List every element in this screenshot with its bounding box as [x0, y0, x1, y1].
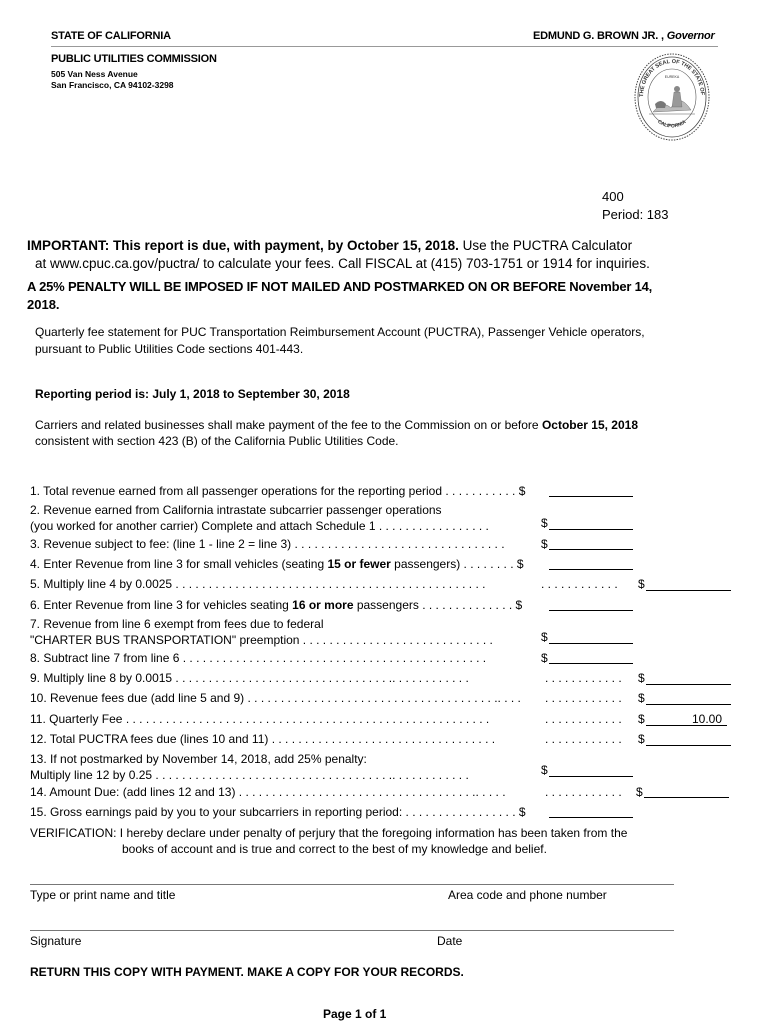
- report-number: 400: [602, 189, 624, 204]
- line-6-text-b: 16 or more: [292, 598, 354, 612]
- line-5-dots: . . . . . . . . . . . .: [541, 577, 618, 591]
- verification-line1: VERIFICATION: I hereby declare under penalty of perjury that the foregoing information has been taken from the: [30, 826, 628, 840]
- state-label: STATE OF CALIFORNIA: [51, 30, 171, 42]
- carriers-line1: [35, 418, 638, 432]
- line-9-dollar: $: [638, 671, 645, 685]
- seal-bottom-text: CALIFORNIA: [656, 118, 688, 130]
- line-12-dots: . . . . . . . . . . . .: [545, 732, 622, 746]
- line-7-dollar: $: [541, 630, 548, 644]
- line-6-text-c: passengers . . . . . . . . . . . . . . $: [353, 598, 523, 612]
- line-3-dollar: $: [541, 537, 548, 551]
- return-note: RETURN THIS COPY WITH PAYMENT. MAKE A COPY FOR YOUR RECORDS.: [30, 965, 464, 979]
- line-8-input[interactable]: [549, 650, 633, 664]
- governor-label: [533, 30, 715, 42]
- carriers-line2: consistent with section 423 (B) of the California Public Utilities Code.: [35, 434, 399, 448]
- signature-label: Signature: [30, 934, 82, 948]
- line-10-dots: . . . . . . . . . . . .: [545, 691, 622, 705]
- line-14-dollar: $: [636, 785, 643, 799]
- line-5-dollar: $: [638, 577, 645, 591]
- line-4-input[interactable]: [549, 556, 633, 570]
- line-1-input[interactable]: [549, 483, 633, 497]
- line-13a-label: 13. If not postmarked by November 14, 2018, add 25% penalty:: [30, 752, 367, 766]
- phone-label: Area code and phone number: [448, 888, 607, 902]
- line-2b-label: (you worked for another carrier) Complete and attach Schedule 1 . . . . . . . . . . . . . . . . .: [30, 519, 489, 533]
- line-10-dollar: $: [638, 691, 645, 705]
- line-10-input[interactable]: [646, 691, 731, 705]
- header-divider: [51, 46, 718, 47]
- date-label: Date: [437, 934, 463, 948]
- line-12-label: 12. Total PUCTRA fees due (lines 10 and 11) . . . . . . . . . . . . . . . . . . . . . . . . . . . . . . . . . .: [30, 732, 496, 746]
- svg-text:CALIFORNIA: [656, 119, 687, 130]
- verification-line2: books of account and is true and correct to the best of my knowledge and belief.: [122, 842, 547, 856]
- address-line2: San Francisco, CA 94102-3298: [51, 80, 174, 90]
- amount-due-input[interactable]: [644, 784, 729, 798]
- important-calculator: Use the PUCTRA Calculator: [458, 238, 633, 253]
- agency-name: PUBLIC UTILITIES COMMISSION: [51, 53, 217, 65]
- important-bold: IMPORTANT: This report is due, with payment, by October 15, 2018.: [27, 238, 459, 253]
- reporting-period: Reporting period is: July 1, 2018 to September 30, 2018: [35, 387, 350, 401]
- line-1-label: 1. Total revenue earned from all passenger operations for the reporting period . . . . . . . . . . . $: [30, 484, 526, 498]
- line-15-label: 15. Gross earnings paid by you to your subcarriers in reporting period: . . . . . . . . . . . . . . . . . $: [30, 805, 526, 819]
- line-14-dots: . . . . . . . . . . . .: [545, 785, 622, 799]
- line-11-dollar: $: [638, 712, 645, 726]
- line-13b-label: Multiply line 12 by 0.25 . . . . . . . . . . . . . . . . . . . . . . . . . . . . . . . . . . . .. . . . . . . . . . . .: [30, 768, 469, 782]
- line-4-text-b: 15 or fewer: [327, 557, 391, 571]
- name-phone-line[interactable]: [30, 884, 674, 885]
- seal-outer-text: THE GREAT SEAL OF THE STATE OF: [638, 58, 705, 98]
- line-7a-label: 7. Revenue from line 6 exempt from fees due to federal: [30, 617, 324, 631]
- line-9-dots: . . . . . . . . . . . .: [545, 671, 622, 685]
- carriers-date: October 15, 2018: [541, 418, 638, 432]
- report-period: Period: 183: [602, 207, 669, 222]
- line-12-input[interactable]: [646, 732, 731, 746]
- line-15-input[interactable]: [549, 804, 633, 818]
- line-5-input[interactable]: [646, 577, 731, 591]
- line-8-label: 8. Subtract line 7 from line 6 . . . . . . . . . . . . . . . . . . . . . . . . . . . . . . . . . . . . . . . . . . . . . .: [30, 651, 487, 665]
- state-seal-icon: [633, 52, 711, 142]
- line-14-label: 14. Amount Due: (add lines 12 and 13) . . . . . . . . . . . . . . . . . . . . . . . . . . . . . . . . . . . .. . . . .: [30, 785, 506, 799]
- line-9-input[interactable]: [646, 671, 731, 685]
- line-2-input[interactable]: [549, 516, 633, 530]
- line-5-label: 5. Multiply line 4 by 0.0025 . . . . . . . . . . . . . . . . . . . . . . . . . . . . . . . . . . . . . . . . . . . . . . .: [30, 577, 486, 591]
- line-2-dollar: $: [541, 516, 548, 530]
- governor-title: Governor: [666, 30, 715, 42]
- line-3-input[interactable]: [549, 536, 633, 550]
- line-7b-label: "CHARTER BUS TRANSPORTATION" preemption . . . . . . . . . . . . . . . . . . . . . . . . . . . . .: [30, 633, 493, 647]
- line-6-input[interactable]: [549, 597, 633, 611]
- line-11-label: 11. Quarterly Fee . . . . . . . . . . . . . . . . . . . . . . . . . . . . . . . . . . . . . . . . . . . . . . . . . . . . . . .: [30, 712, 490, 726]
- line-8-dollar: $: [541, 651, 548, 665]
- line-4-text-a: 4. Enter Revenue from line 3 for small vehicles (seating: [30, 557, 328, 571]
- important-line2: at www.cpuc.ca.gov/puctra/ to calculate your fees. Call FISCAL at (415) 703-1751 or 1914 for inquiries.: [35, 256, 650, 271]
- line-6-text-a: 6. Enter Revenue from line 3 for vehicles seating: [30, 598, 293, 612]
- line-12-dollar: $: [638, 732, 645, 746]
- line-10-label: 10. Revenue fees due (add line 5 and 9) . . . . . . . . . . . . . . . . . . . . . . . . . . . . . . . . . . . . . .. . . .: [30, 691, 521, 705]
- penalty-line2: 2018.: [27, 297, 60, 312]
- line-2a-label: 2. Revenue earned from California intrastate subcarrier passenger operations: [30, 503, 442, 517]
- important-line1: [27, 238, 632, 253]
- name-title-label: Type or print name and title: [30, 888, 176, 902]
- governor-name: EDMUND G. BROWN JR. ,: [533, 30, 664, 42]
- quarterly-fee-value: 10.00: [691, 712, 722, 726]
- line-13-dollar: $: [541, 763, 548, 777]
- line-4-label: [30, 557, 524, 571]
- line-3-label: 3. Revenue subject to fee: (line 1 - line 2 = line 3) . . . . . . . . . . . . . . . . . . . . . . . . . . . . . . . .: [30, 537, 505, 551]
- line-9-label: 9. Multiply line 8 by 0.0015 . . . . . . . . . . . . . . . . . . . . . . . . . . . . . . . . .. . . . . . . . . . . .: [30, 671, 469, 685]
- address-line1: 505 Van Ness Avenue: [51, 69, 138, 79]
- line-7-input[interactable]: [549, 630, 633, 644]
- line-4-text-c: passengers) . . . . . . . . $: [390, 557, 524, 571]
- line-13-input[interactable]: [549, 763, 633, 777]
- signature-date-line[interactable]: [30, 930, 674, 931]
- page-number: Page 1 of 1: [323, 1007, 387, 1021]
- intro-line1: Quarterly fee statement for PUC Transportation Reimbursement Account (PUCTRA), Passenger Vehicle operators,: [35, 325, 645, 339]
- penalty-line1: A 25% PENALTY WILL BE IMPOSED IF NOT MAILED AND POSTMARKED ON OR BEFORE November 14,: [27, 279, 653, 294]
- intro-line2: pursuant to Public Utilities Code sections 401-443.: [35, 342, 304, 356]
- carriers-text: Carriers and related businesses shall make payment of the fee to the Commission on or before: [35, 418, 542, 432]
- line-6-label: [30, 598, 522, 612]
- line-11-dots: . . . . . . . . . . . .: [545, 712, 622, 726]
- seal-motto: EUREKA: [664, 75, 680, 79]
